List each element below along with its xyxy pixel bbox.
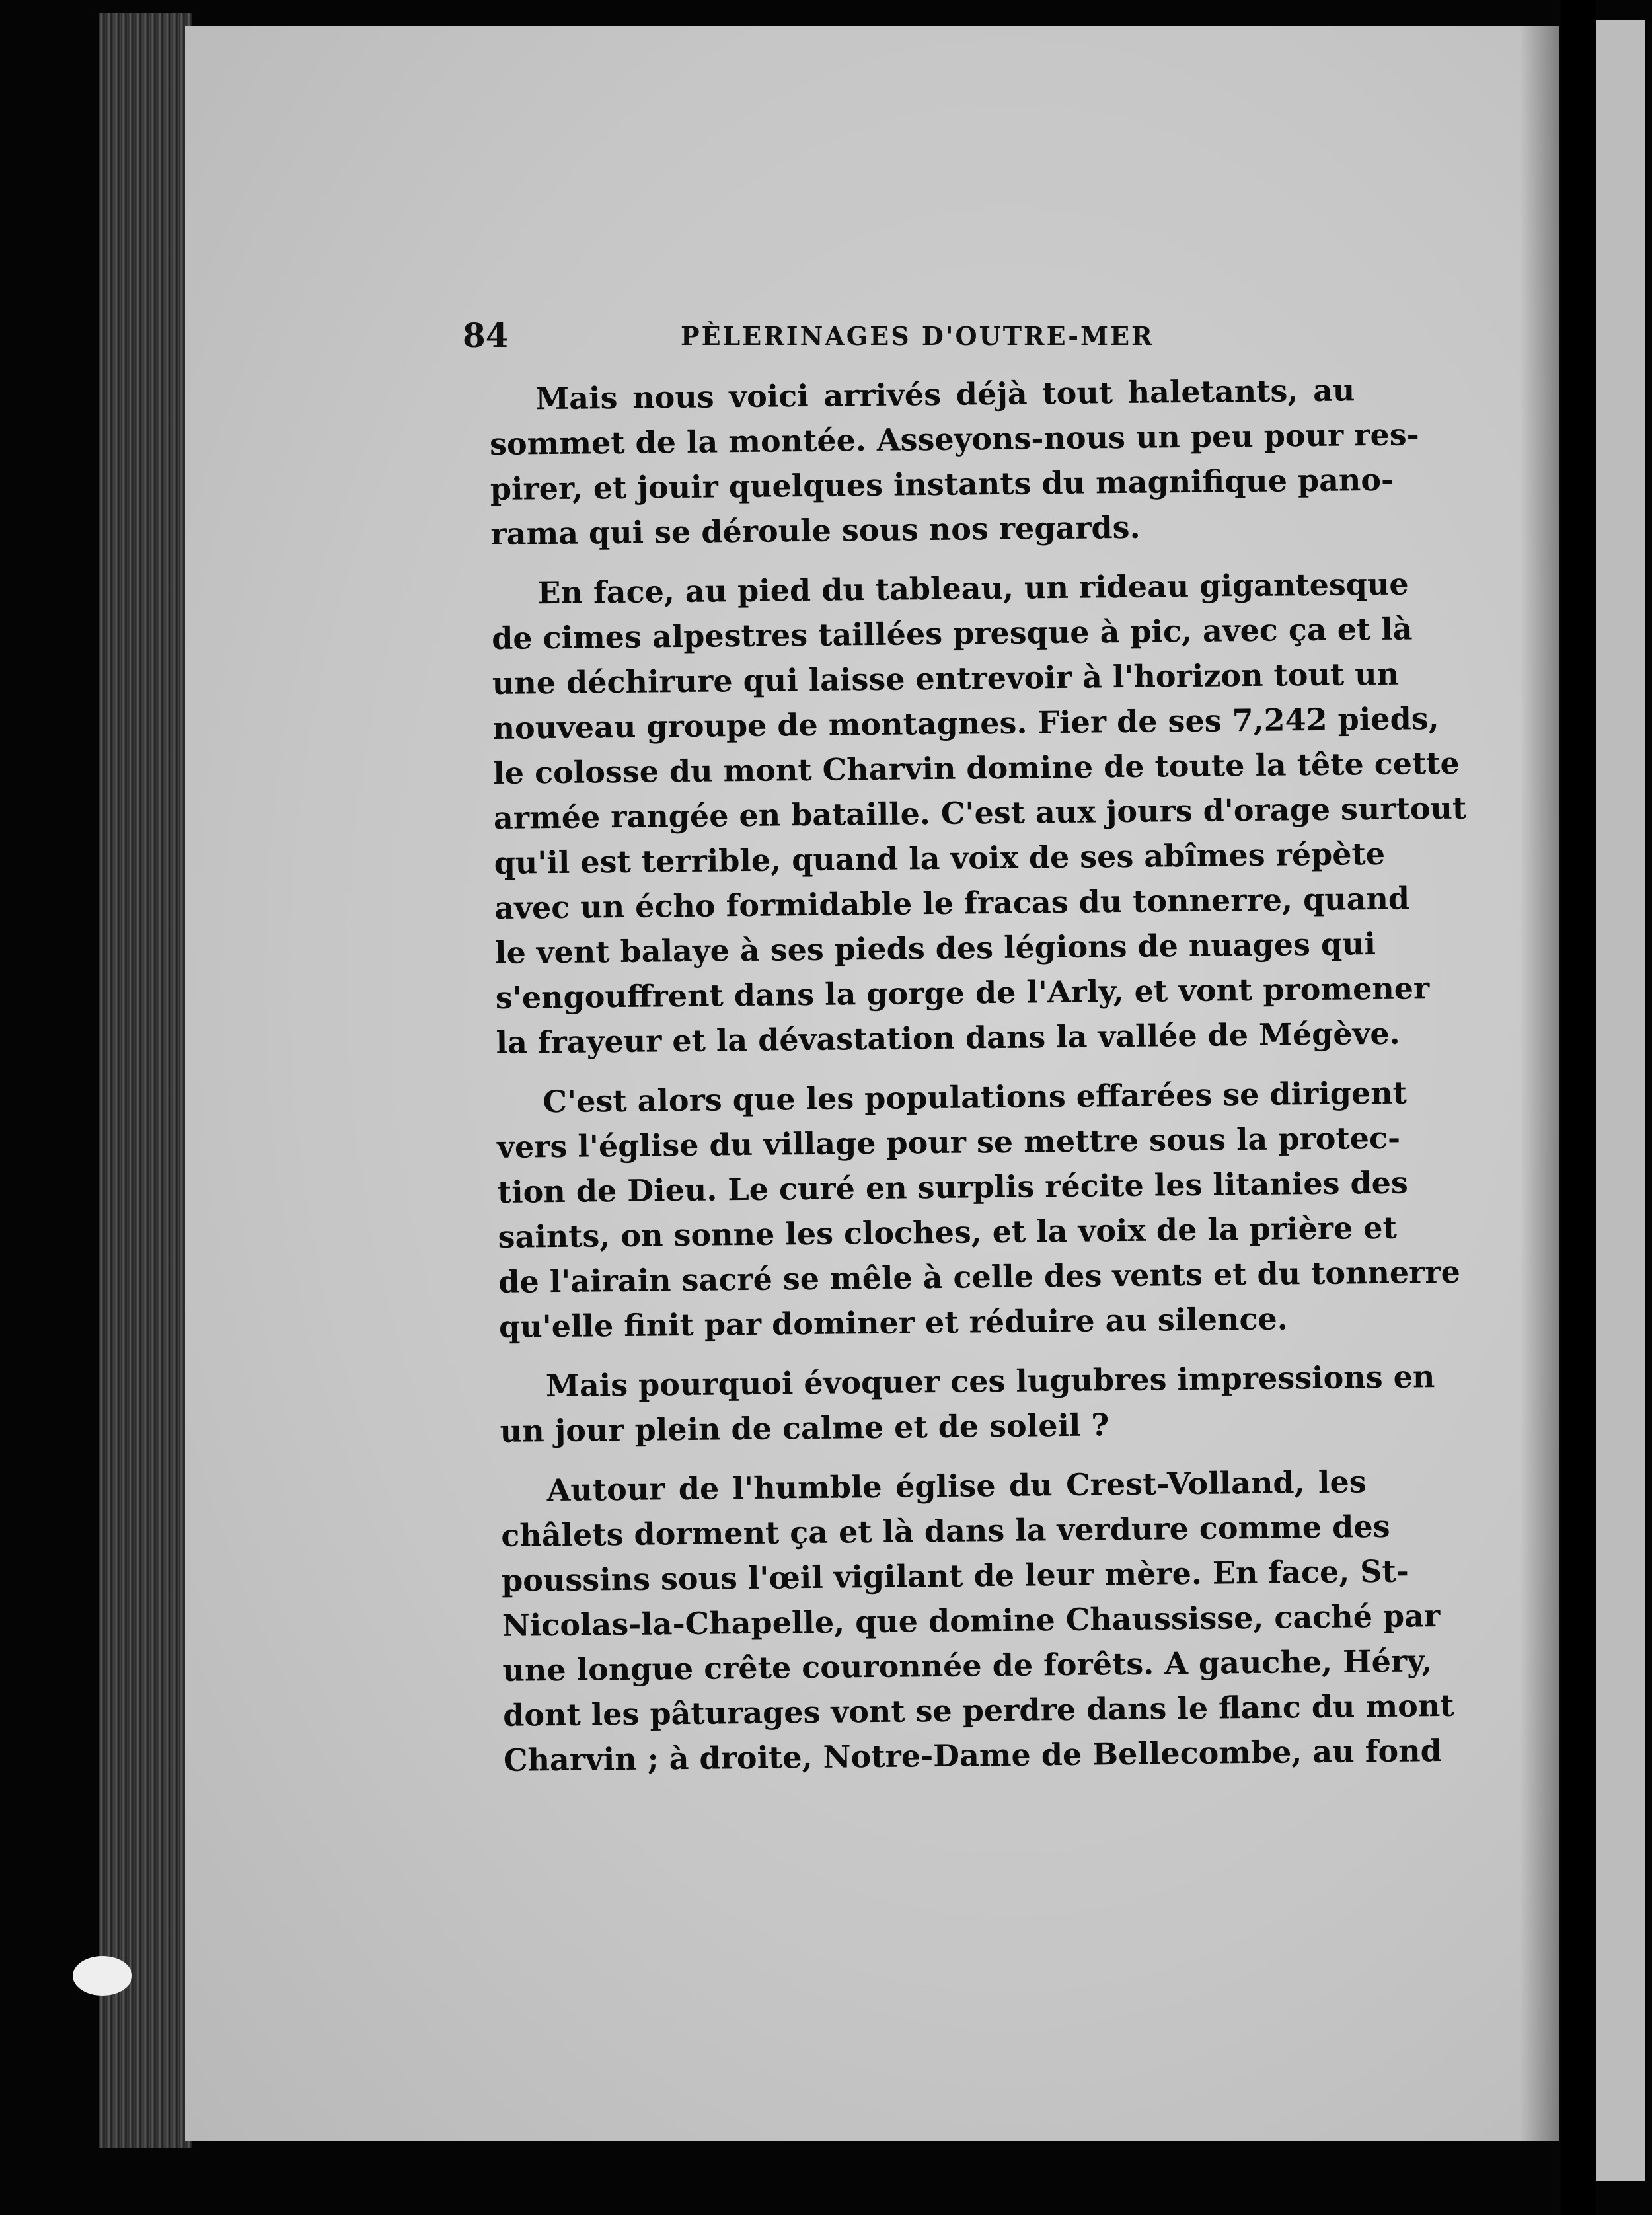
text-line: Mais nous voici arrivés déjà tout haletants, au — [535, 372, 1355, 417]
text-line: Autour de l'humble église du Crest-Volland, les — [546, 1464, 1367, 1509]
paragraph — [489, 367, 1419, 556]
text-line: châlets dorment ça et là dans la verdure comme des — [501, 1508, 1390, 1554]
text-line: le vent balaye à ses pieds des légions de nuages qui — [494, 925, 1376, 971]
paragraph — [491, 562, 1467, 1065]
text-line: Mais pourquoi évoquer ces lugubres impressions en — [545, 1359, 1435, 1404]
text-line: armée rangée en bataille. C'est aux jours d'orage surtout — [493, 790, 1467, 836]
text-line: pirer, et jouir quelques instants du magnifique pano- — [490, 461, 1394, 507]
text-line: saints, on sonne les cloches, et la voix de la prière et — [498, 1209, 1398, 1255]
text-line: tion de Dieu. Le curé en surplis récite les litanies des — [497, 1164, 1409, 1210]
text-line: Nicolas-la-Chapelle, que domine Chaussisse, caché par — [502, 1598, 1441, 1643]
paragraph — [496, 1070, 1461, 1349]
facing-page-edge — [1596, 20, 1645, 2181]
text-line: poussins sous l'œil vigilant de leur mère. En face, St- — [501, 1553, 1409, 1598]
text-line: vers l'église du village pour se mettre sous la protec- — [496, 1119, 1401, 1165]
text-line: C'est alors que les populations effarées se dirigent — [543, 1074, 1408, 1120]
text-line: sommet de la montée. Asseyons-nous un peu pour res- — [489, 416, 1419, 462]
text-line: nouveau groupe de montagnes. Fier de ses 7,242 pieds, — [492, 700, 1439, 746]
text-line: la frayeur et la dévastation dans la vallée de Mégève. — [496, 1015, 1400, 1061]
text-line: de cimes alpestres taillées presque à pic, avec ça et là — [491, 611, 1413, 656]
text-line: un jour plein de calme et de soleil ? — [500, 1407, 1109, 1449]
text-line: qu'il est terrible, quand la voix de ses abîmes répète — [494, 835, 1386, 881]
text-line: de l'airain sacré se mêle à celle des vents et du tonnerre — [498, 1254, 1461, 1300]
text-line: dont les pâturages vont se perdre dans le flanc du mont — [502, 1687, 1454, 1733]
text-line: une longue crête couronnée de forêts. A gauche, Héry, — [502, 1643, 1433, 1688]
text-line: En face, au pied du tableau, un rideau gigantesque — [537, 566, 1409, 611]
text-line: Charvin ; à droite, Notre-Dame de Bellecombe, au fond — [503, 1733, 1443, 1778]
running-head — [463, 316, 1573, 362]
text-line: le colosse du mont Charvin domine de toute la tête cette — [493, 745, 1460, 791]
text-line: s'engouffrent dans la gorge de l'Arly, et vont promener — [495, 970, 1430, 1016]
page-number: 84 — [463, 316, 509, 355]
scan-speck — [73, 1956, 132, 1996]
book-page-edges — [99, 13, 192, 2148]
paragraph — [500, 1459, 1454, 1783]
body-text — [489, 367, 1467, 1797]
running-title: PÈLERINAGES D'OUTRE-MER — [681, 321, 1154, 351]
paragraph — [500, 1355, 1435, 1454]
text-line: rama qui se déroule sous nos regards. — [490, 509, 1141, 552]
text-line: qu'elle finit par dominer et réduire au silence. — [498, 1300, 1289, 1345]
text-line: avec un écho formidable le fracas du tonnerre, quand — [494, 880, 1410, 926]
text-line: une déchirure qui laisse entrevoir à l'horizon tout un — [492, 656, 1400, 701]
